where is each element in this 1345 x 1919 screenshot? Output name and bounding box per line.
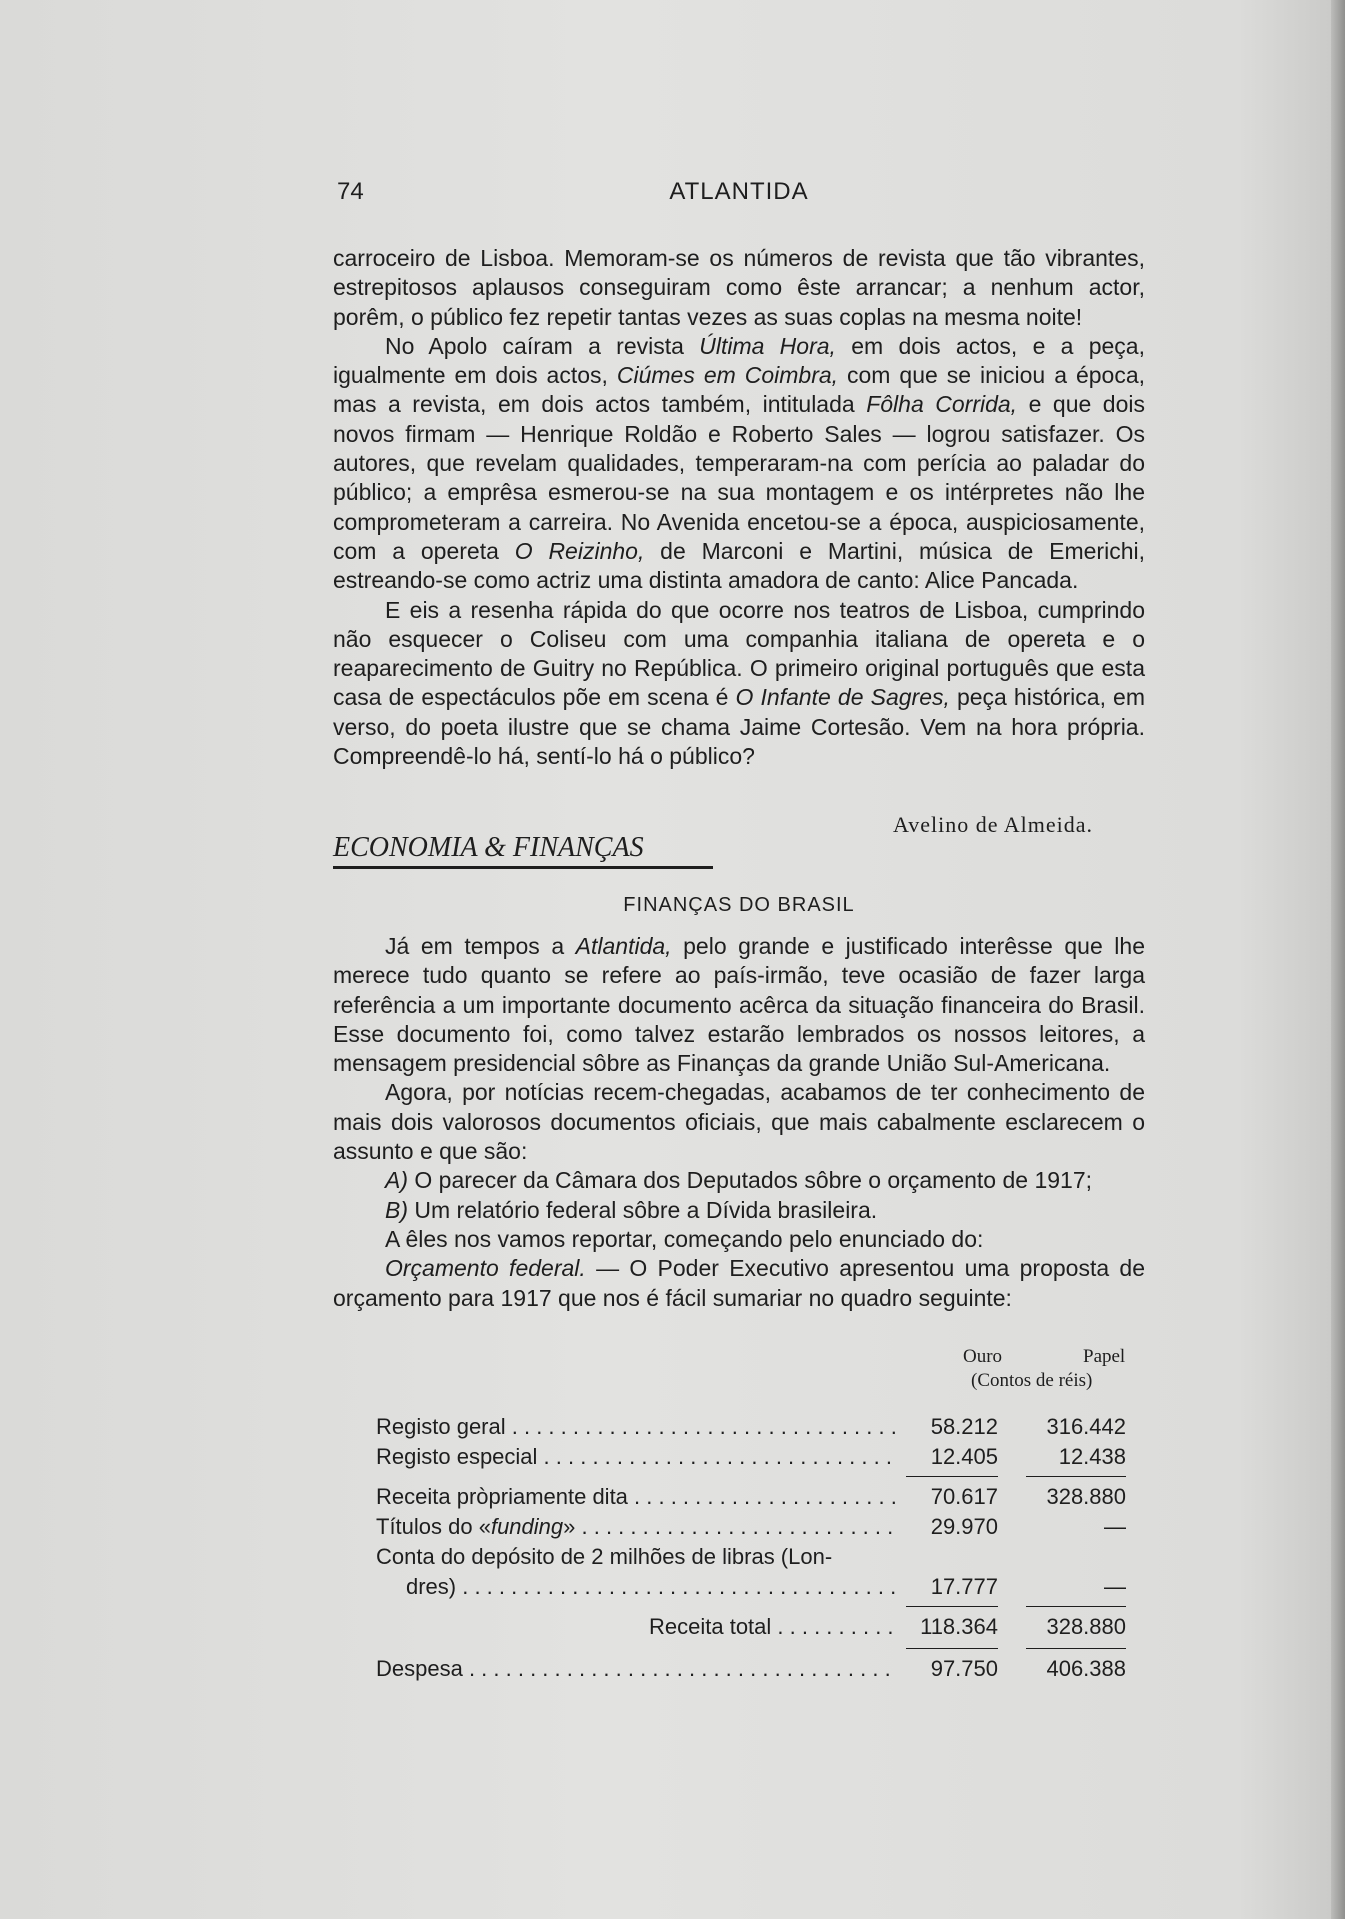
finance-article bbox=[333, 932, 1145, 1313]
paragraph: Orçamento federal. — O Poder Executivo apresentou uma proposta de orçamento para 1917 que nos é fácil sumariar no quadro seguinte: bbox=[333, 1255, 1145, 1311]
value-papel: 328.880 bbox=[1046, 1614, 1126, 1639]
total-rule bbox=[1026, 1648, 1126, 1649]
column-units: (Contos de réis) bbox=[971, 1370, 1093, 1391]
table-row bbox=[376, 1614, 1156, 1642]
value-ouro: 97.750 bbox=[930, 1656, 998, 1681]
article-subtitle: FINANÇAS DO BRASIL bbox=[623, 894, 855, 916]
table-row bbox=[376, 1414, 1156, 1442]
list-item: A) O parecer da Câmara dos Deputados sôbre o orçamento de 1917; bbox=[385, 1167, 1093, 1194]
subtotal-rule bbox=[906, 1476, 998, 1477]
value-ouro: 58.212 bbox=[930, 1414, 998, 1439]
value-ouro: 29.970 bbox=[930, 1514, 998, 1539]
row-label: dres) . . . bbox=[406, 1574, 896, 1600]
row-label: Registo geral . . . bbox=[376, 1414, 896, 1440]
table-row bbox=[376, 1656, 1156, 1684]
value-ouro: 118.364 bbox=[920, 1614, 998, 1639]
paragraph: carroceiro de Lisboa. Memoram-se os números de revista que tão vibrantes, estrepitosos aplausos conseguiram como êste arrancar; a nenhum actor, porêm, o público fez repetir tantas vezes as suas coplas na mesma noite! bbox=[333, 245, 1145, 330]
subtotal-rule bbox=[1026, 1476, 1126, 1477]
paragraph: E eis a resenha rápida do que ocorre nos teatros de Lisboa, cumprindo não esquecer o Coliseu com uma companhia italiana de opereta e o reaparecimento de Guitry no República. O primeiro original português que esta casa de espectáculos põe em scena é O Infante de Sagres, peça histórica, em verso, do poeta ilustre que se chama Jaime Cortesão. Vem na hora própria. Compreendê-lo há, sentí-lo há o público? bbox=[333, 596, 1145, 770]
running-title: ATLANTIDA bbox=[669, 178, 809, 205]
table-row bbox=[376, 1544, 1156, 1572]
total-rule bbox=[906, 1606, 998, 1607]
total-rule bbox=[906, 1648, 998, 1649]
value-papel: — bbox=[1104, 1514, 1126, 1539]
row-label: Registo especial . . . bbox=[376, 1444, 896, 1470]
value-ouro: 17.777 bbox=[930, 1574, 998, 1599]
row-label: Receita pròpriamente dita . . . bbox=[376, 1484, 896, 1510]
theatre-article bbox=[333, 244, 1145, 771]
paragraph: A êles nos vamos reportar, começando pelo enunciado do: bbox=[385, 1225, 984, 1252]
section-title: ECONOMIA & FINANÇAS bbox=[333, 832, 713, 869]
row-label: Receita total . . . bbox=[649, 1614, 896, 1640]
value-papel: — bbox=[1104, 1574, 1126, 1599]
row-label: Despesa . . . bbox=[376, 1656, 896, 1682]
table-row bbox=[376, 1484, 1156, 1512]
page-number: 74 bbox=[337, 178, 364, 205]
value-papel: 406.388 bbox=[1046, 1656, 1126, 1681]
column-header-ouro: Ouro bbox=[963, 1346, 1003, 1367]
list-item: B) Um relatório federal sôbre a Dívida brasileira. bbox=[385, 1196, 878, 1223]
table-row bbox=[376, 1514, 1156, 1542]
total-rule bbox=[1026, 1606, 1126, 1607]
paragraph: Já em tempos a Atlantida, pelo grande e justificado interêsse que lhe merece tudo quanto se refere ao país-irmão, teve ocasião de fazer larga referência a um importante documento acêrca da situação financeira do Brasil. Esse documento foi, como talvez estarão lembrados os nossos leitores, a mensagem presidencial sôbre as Finanças da grande União Sul-Americana. bbox=[333, 933, 1145, 1077]
row-label: Conta do depósito de 2 milhões de libras (Lon- bbox=[376, 1544, 833, 1569]
table-row bbox=[376, 1444, 1156, 1472]
page-header bbox=[333, 178, 1145, 210]
row-label: Títulos do «funding» . . . bbox=[376, 1514, 896, 1540]
value-ouro: 12.405 bbox=[930, 1444, 998, 1469]
column-header-papel: Papel bbox=[1083, 1346, 1126, 1367]
value-ouro: 70.617 bbox=[930, 1484, 998, 1509]
value-papel: 328.880 bbox=[1046, 1484, 1126, 1509]
page-edge bbox=[1331, 0, 1345, 1919]
value-papel: 12.438 bbox=[1058, 1444, 1126, 1469]
paragraph: No Apolo caíram a revista Última Hora, em dois actos, e a peça, igualmente em dois actos, Ciúmes em Coimbra, com que se iniciou a época, mas a revista, em dois actos também, intitulada Fôlha Corrida, e que dois novos firmam — Henrique Roldão e Roberto Sales — logrou satisfazer. Os autores, que revelam qualidades, temperaram-na com perícia ao paladar do público; a emprêsa esmerou-se na sua montagem e os intérpretes não lhe comprometeram a carreira. No Avenida encetou-se a época, auspiciosamente, com a opereta O Reizinho, de Marconi e Martini, música de Emerichi, estreando-se como actriz uma distinta amadora de canto: Alice Pancada. bbox=[333, 332, 1146, 594]
author-signature: Avelino de Almeida. bbox=[893, 812, 1094, 837]
table-row bbox=[376, 1574, 1156, 1602]
paragraph: Agora, por notícias recem-chegadas, acabamos de ter conhecimento de mais dois valorosos documentos oficiais, que mais cabalmente esclarecem o assunto e que são: bbox=[333, 1079, 1145, 1165]
value-papel: 316.442 bbox=[1046, 1414, 1126, 1439]
